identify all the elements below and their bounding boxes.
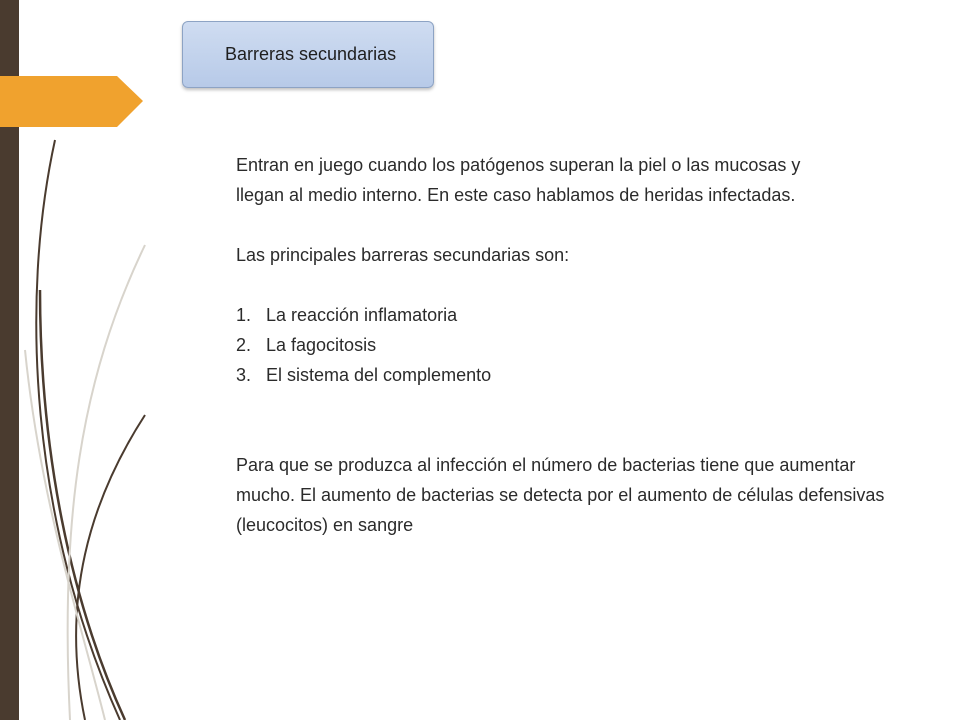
list-item-text: La reacción inflamatoria (266, 305, 458, 325)
list-item-number: 2. (236, 335, 252, 355)
list-item-text: El sistema del complemento (266, 365, 492, 385)
closing-line-2: mucho. El aumento de bacterias se detecta por el aumento de células defensivas (236, 485, 885, 505)
intro-line-2: llegan al medio interno. En este caso hablamos de heridas infectadas. (236, 185, 796, 205)
list-item-text: La fagocitosis (266, 335, 377, 355)
list-heading: Las principales barreras secundarias son: (236, 245, 570, 265)
list-item (236, 300, 926, 330)
title-box (182, 21, 434, 88)
list-item (236, 330, 926, 360)
decorative-curves (0, 0, 160, 720)
barriers-list (236, 300, 926, 390)
closing-line-1: Para que se produzca al infección el número de bacterias tiene que aumentar (236, 455, 856, 475)
list-item-number: 1. (236, 305, 252, 325)
intro-line-1: Entran en juego cuando los patógenos superan la piel o las mucosas y (236, 155, 801, 175)
accent-arrow-tab (0, 76, 143, 127)
list-item (236, 360, 926, 390)
list-item-number: 3. (236, 365, 252, 385)
curve-line (68, 245, 145, 720)
content-body (236, 150, 926, 540)
closing-line-3: (leucocitos) en sangre (236, 515, 414, 535)
curve-line (76, 415, 145, 720)
page-title: Barreras secundarias (225, 44, 397, 64)
